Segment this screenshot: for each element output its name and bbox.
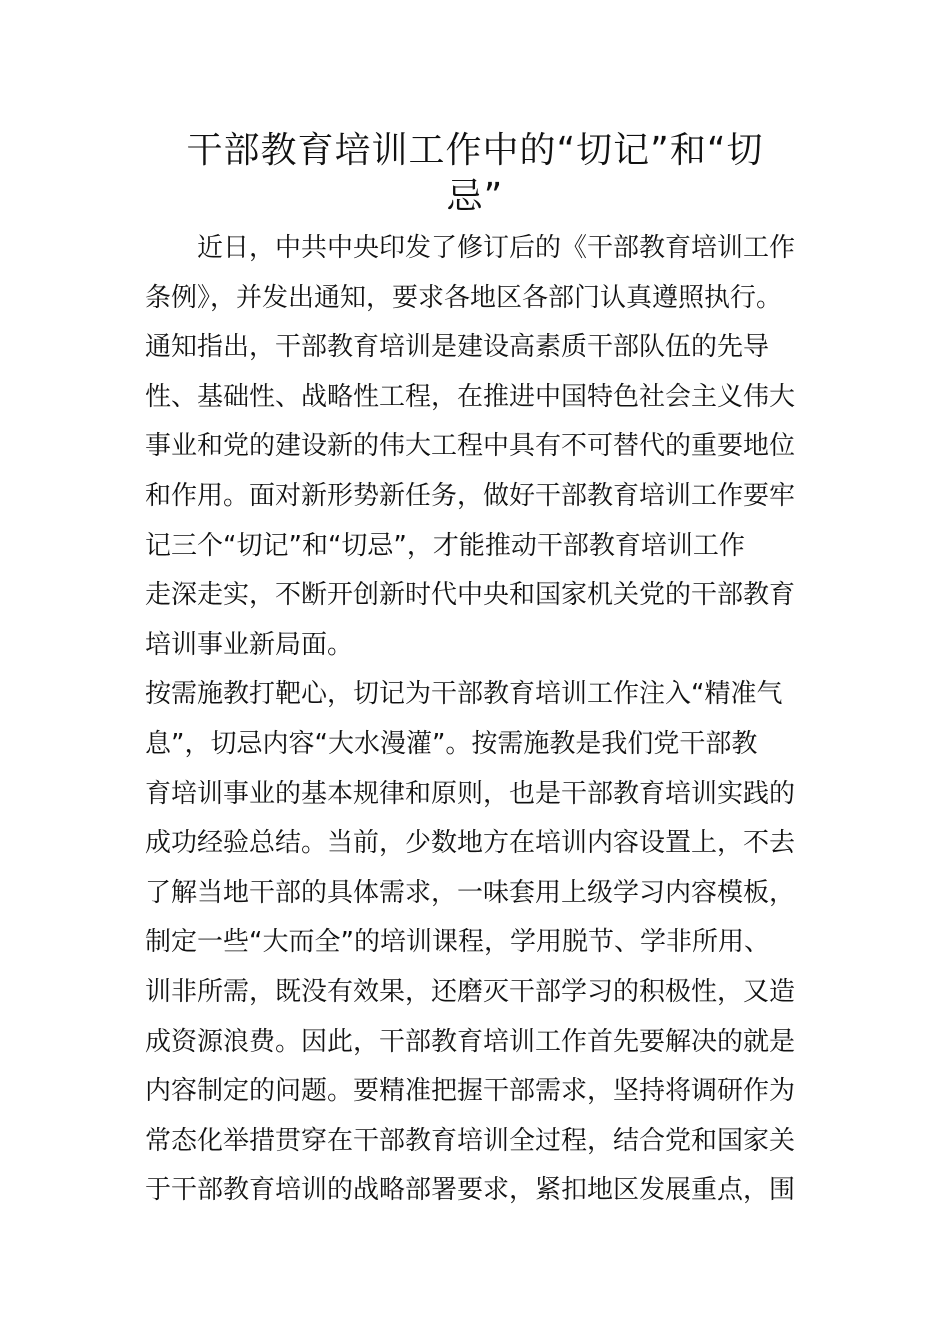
- text-line: 近日，中共中央印发了修订后的《干部教育培训工作: [145, 233, 796, 263]
- document-body: [145, 224, 807, 1216]
- text-line: 按需施教打靶心，切记为干部教育培训工作注入“精准气: [145, 679, 783, 710]
- text-line: 育培训事业的基本规律和原则，也是干部教育培训实践的: [145, 778, 796, 809]
- text-line: 制定一些“大而全”的培训课程，学用脱节、学非所用、: [145, 927, 770, 958]
- title-line: 忌”: [446, 176, 504, 217]
- document-title: [145, 128, 805, 220]
- paragraph-2: [145, 670, 807, 1216]
- text-line: 事业和党的建设新的伟大工程中具有不可替代的重要地位: [145, 431, 796, 462]
- text-line: 性、基础性、战略性工程，在推进中国特色社会主义伟大: [145, 381, 796, 412]
- text-line: 走深走实，不断开创新时代中央和国家机关党的干部教育: [145, 580, 796, 611]
- text-line: 培训事业新局面。: [145, 629, 354, 660]
- text-line: 条例》，并发出通知，要求各地区各部门认真遵照执行。: [145, 282, 783, 313]
- text-line: 通知指出，干部教育培训是建设高素质干部队伍的先导: [145, 332, 770, 363]
- text-line: 和作用。面对新形势新任务，做好干部教育培训工作要牢: [145, 480, 796, 511]
- text-line: 训非所需，既没有效果，还磨灭干部学习的积极性，又造: [145, 976, 796, 1007]
- text-line: 于干部教育培训的战略部署要求，紧扣地区发展重点，围: [145, 1175, 796, 1206]
- text-line: 成资源浪费。因此，干部教育培训工作首先要解决的就是: [145, 1026, 796, 1057]
- title-line: 干部教育培训工作中的“切记”和“切: [186, 130, 764, 171]
- text-line: 常态化举措贯穿在干部教育培训全过程，结合党和国家关: [145, 1125, 796, 1156]
- text-line: 息”，切忌内容“大水漫灌”。按需施教是我们党干部教: [145, 728, 758, 759]
- paragraph-1: [145, 224, 807, 670]
- text-line: 内容制定的问题。要精准把握干部需求，坚持将调研作为: [145, 1076, 796, 1107]
- text-line: 记三个“切记”和“切忌”，才能推动干部教育培训工作: [145, 530, 745, 561]
- text-line: 成功经验总结。当前，少数地方在培训内容设置上，不去: [145, 828, 796, 859]
- text-line: 了解当地干部的具体需求，一味套用上级学习内容模板，: [145, 877, 796, 908]
